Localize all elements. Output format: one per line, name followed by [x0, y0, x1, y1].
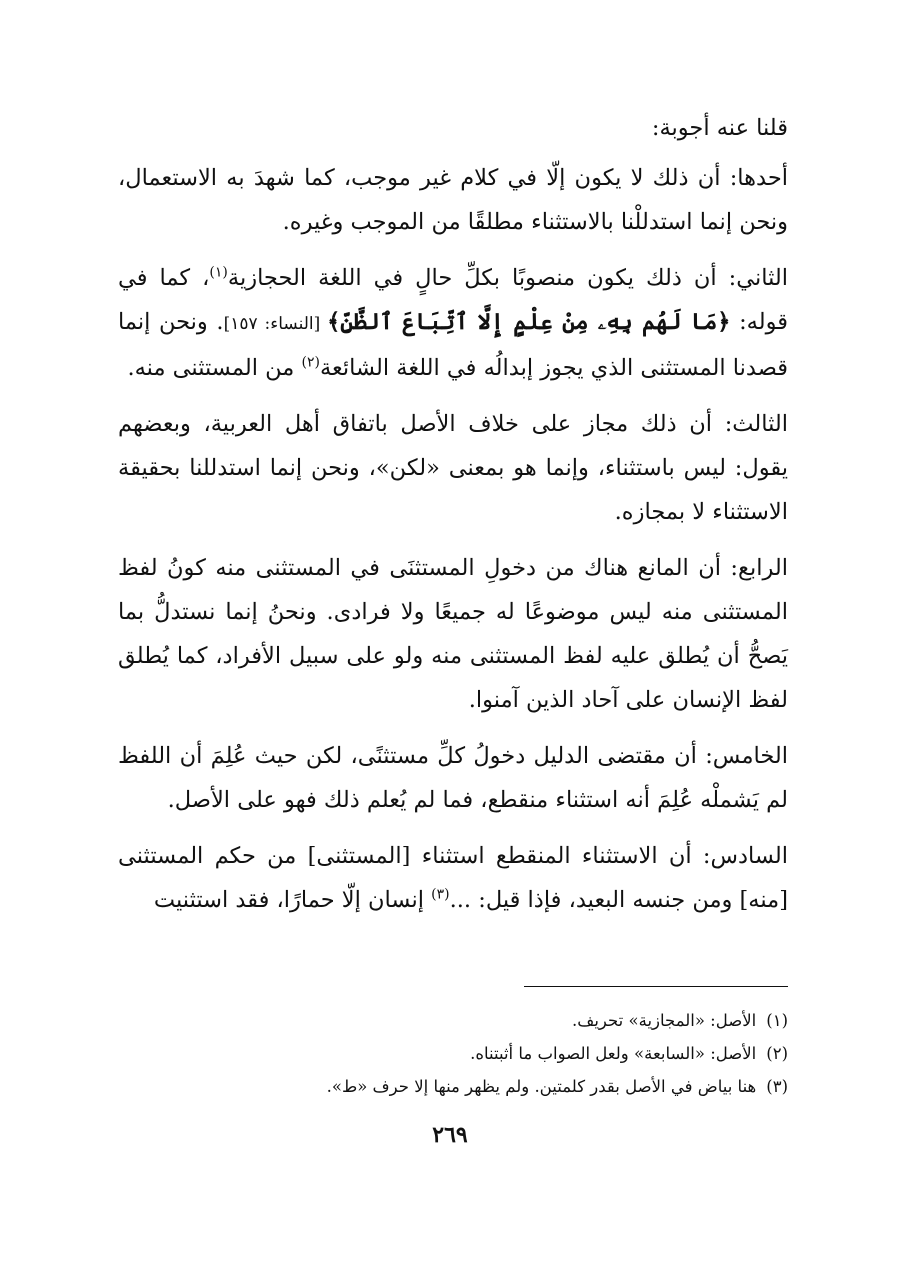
answer-5-text: الخامس: أن مقتضى الدليل دخولُ كلِّ مستثنًى، لكن حيث عُلِمَ أن اللفظ لم يَشملْه عُلِمَ أنه استثناء منقطع، فما لم يُعلم ذلك فهو على الأصل.: [118, 743, 788, 813]
page-body: [118, 106, 788, 934]
answer-2-text-part3: . ونحن إنما قصدنا المستثنى الذي يجوز إبدالُه في اللغة الشائعة: [118, 309, 788, 381]
answer-3-paragraph: [118, 402, 788, 534]
footnote-2-text: الأصل: «السابعة» ولعل الصواب ما أثبتناه.: [470, 1044, 757, 1063]
footnote-2-number: (٢): [766, 1044, 788, 1063]
page-number: ٢٦٩: [432, 1122, 468, 1148]
footnote-marker-2: (٢): [301, 354, 320, 371]
answer-6-paragraph: [118, 834, 788, 922]
footnote-2: [118, 1037, 788, 1070]
answer-3-text: الثالث: أن ذلك مجاز على خلاف الأصل باتفاق أهل العربية، وبعضهم يقول: ليس باستثناء، وإنما هو بمعنى «لكن»، ونحن إنما استدللنا بحقيقة الاستثناء لا بمجازه.: [118, 411, 788, 525]
answer-4-text: الرابع: أن المانع هناك من دخولِ المستثنَى في المستثنى منه كونُ لفظ المستثنى منه ليس موضوعًا له جميعًا ولا فرادى. ونحنُ إنما نستدلُّ بما يَصحُّ أن يُطلق عليه لفظ المستثنى منه ولو على سبيل الأفراد، كما يُطلق لفظ الإنسان على آحاد الذين آمنوا.: [118, 555, 788, 713]
footnotes: [118, 1004, 788, 1103]
answer-1-paragraph: [118, 156, 788, 244]
footnote-3-number: (٣): [766, 1077, 788, 1096]
answer-6-text-part2: إنسان إلّا حمارًا، فقد استثنيت: [153, 887, 432, 913]
footnote-marker-3: (٣): [431, 886, 450, 903]
footnote-1-text: الأصل: «المجازية» تحريف.: [572, 1011, 757, 1030]
intro-text: قلنا عنه أجوبة:: [651, 115, 788, 141]
footnote-3: [118, 1070, 788, 1103]
answer-2-text-part1: الثاني: أن ذلك يكون منصوبًا بكلِّ حالٍ في اللغة الحجازية: [227, 265, 789, 291]
footnote-1-number: (١): [766, 1011, 788, 1030]
footnote-3-text: هنا بياض في الأصل بقدر كلمتين. ولم يظهر منها إلا حرف «ط».: [326, 1077, 757, 1096]
intro-paragraph: [118, 106, 788, 150]
footnote-1: [118, 1004, 788, 1037]
answer-2-text-part4: من المستثنى منه.: [127, 355, 302, 381]
answer-6-text-part1: السادس: أن الاستثناء المنقطع استثناء [المستثنى] من حكم المستثنى [منه] ومن جنسه البعيد، فإذا قيل: ...: [118, 843, 788, 913]
answer-2-paragraph: [118, 256, 788, 390]
quran-verse: ﴿مَا لَهُم بِهِۦ مِنْ عِلْمٍ إِلَّا ٱتِّبَاعَ ٱلظَّنِّ﴾: [327, 309, 731, 335]
footnote-divider: [524, 986, 788, 987]
footnote-marker-1: (١): [209, 264, 228, 281]
answer-1-text: أحدها: أن ذلك لا يكون إلّا في كلام غير موجب، كما شهدَ به الاستعمال، ونحن إنما استدللْنا بالاستثناء مطلقًا من الموجب وغيره.: [118, 165, 788, 235]
answer-4-paragraph: [118, 546, 788, 722]
answer-2-text-part2: ، كما في قوله:: [118, 265, 788, 335]
verse-reference: [النساء: ١٥٧]: [223, 314, 328, 334]
answer-5-paragraph: [118, 734, 788, 822]
